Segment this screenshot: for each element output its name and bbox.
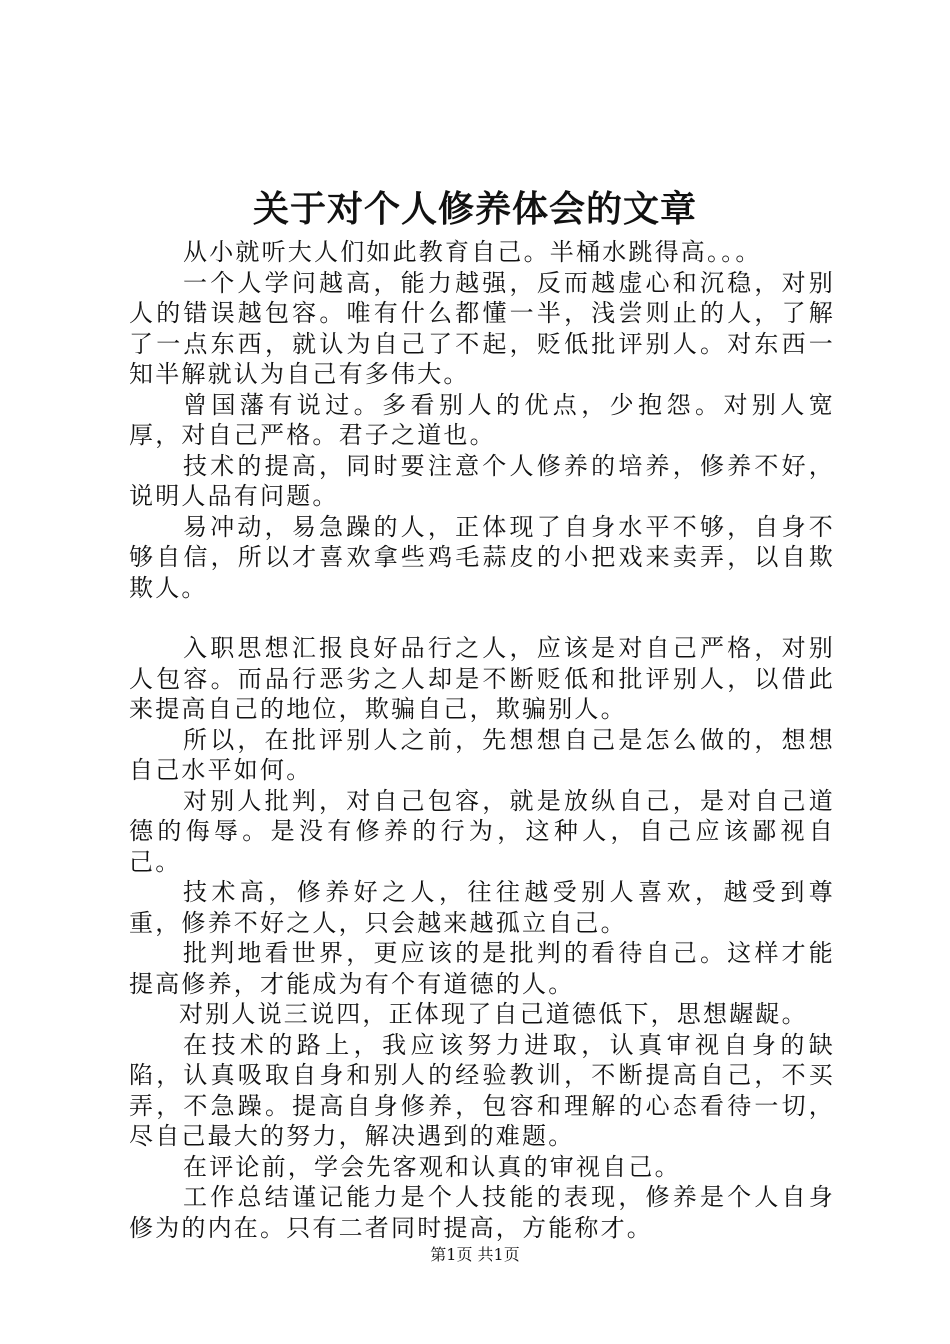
paragraph: 曾国藩有说过。多看别人的优点，少抱怨。对别人宽厚，对自己严格。君子之道也。 (129, 390, 835, 449)
paragraph: 一个人学问越高，能力越强，反而越虚心和沉稳，对别人的错误越包容。唯有什么都懂一半，浅尝则止的人，了解了一点东西，就认为自己了不起，贬低批评别人。对东西一知半解就认为自己有多伟大。 (129, 268, 835, 388)
document-body (129, 237, 835, 1243)
paragraph: 技术的提高，同时要注意个人修养的培养，修养不好，说明人品有问题。 (129, 451, 835, 510)
paragraph: 对别人批判，对自己包容，就是放纵自己，是对自己道德的侮辱。是没有修养的行为，这种人，自己应该鄙视自己。 (129, 786, 835, 876)
paragraph: 工作总结谨记能力是个人技能的表现，修养是个人自身修为的内在。只有二者同时提高，方能称才。 (129, 1183, 835, 1242)
paragraph: 对别人说三说四，正体现了自己道德低下，思想龌龊。 (179, 1000, 808, 1028)
paragraph: 入职思想汇报良好品行之人，应该是对自己严格，对别人包容。而品行恶劣之人却是不断贬低和批评别人，以借此来提高自己的地位，欺骗自己，欺骗别人。 (129, 634, 835, 723)
document-title: 关于对个人修养体会的文章 (252, 188, 697, 230)
page-footer: 第1页 共1页 (430, 1245, 520, 1264)
paragraph: 在技术的路上，我应该努力进取，认真审视自身的缺陷，认真吸取自身和别人的经验教训，不断提高自己，不买弄，不急躁。提高自身修养，包容和理解的心态看待一切，尽自己最大的努力，解决遇到的难题。 (129, 1030, 835, 1150)
paragraph: 在评论前，学会先客观和认真的审视自己。 (183, 1152, 681, 1181)
paragraph: 技术高，修养好之人，往往越受别人喜欢，越受到尊重，修养不好之人，只会越来越孤立自己。 (129, 878, 835, 937)
paragraph: 从小就听大人们如此教育自己。半桶水跳得高。。。 (183, 238, 762, 266)
paragraph: 易冲动，易急躁的人，正体现了自身水平不够，自身不够自信，所以才喜欢拿些鸡毛蒜皮的小把戏来卖弄，以自欺欺人。 (129, 512, 835, 602)
paragraph: 所以，在批评别人之前，先想想自己是怎么做的，想想自己水平如何。 (129, 725, 835, 784)
paragraph: 批判地看世界，更应该的是批判的看待自己。这样才能提高修养，才能成为有个有道德的人。 (129, 939, 835, 998)
